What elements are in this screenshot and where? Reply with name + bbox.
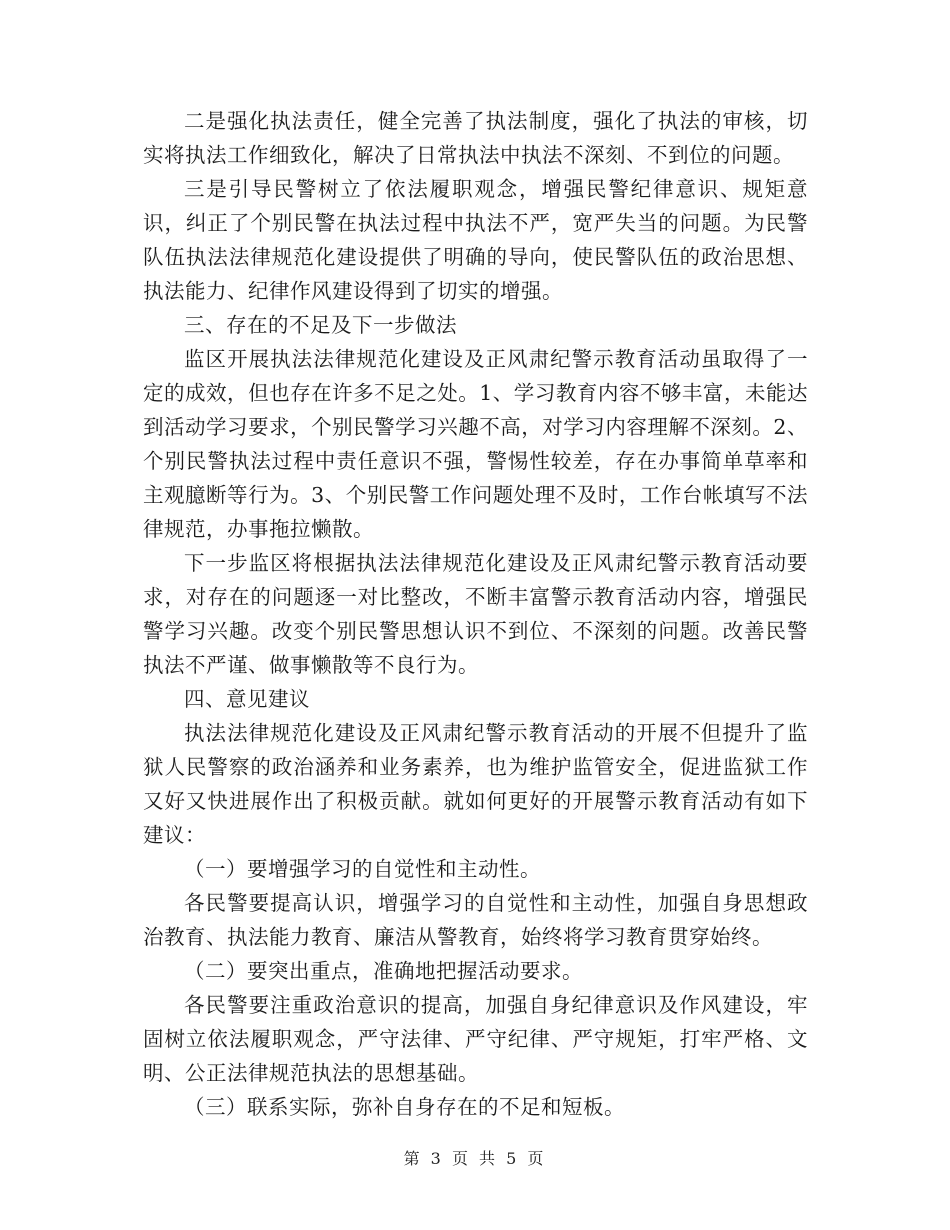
section-heading-shortcomings: 三、存在的不足及下一步做法 [184, 313, 457, 337]
paragraph-suggestions-intro: 执法法律规范化建设及正风肃纪警示教育活动的开展不但提升了监狱人民警察的政治涵养和业务素养，也为维护监管安全，促进监狱工作又好又快进展作出了积极贡献。就如何更好的开展警示教育活动有如下建议： [143, 721, 808, 847]
page-number-footer: 第 3 页 共 5 页 [403, 1149, 547, 1168]
section-heading-suggestions: 四、意见建议 [184, 687, 310, 711]
document-body [143, 104, 808, 1124]
paragraph-suggestion-1: 各民警要提高认识，增强学习的自觉性和主动性，加强自身思想政治教育、执法能力教育、廉洁从警教育，始终将学习教育贯穿始终。 [143, 891, 808, 949]
paragraph-enforcement-responsibility: 二是强化执法责任，健全完善了执法制度，强化了执法的审核，切实将执法工作细致化，解决了日常执法中执法不深刻、不到位的问题。 [143, 109, 808, 167]
subheading-suggestion-2: （二）要突出重点，准确地把握活动要求。 [184, 959, 583, 983]
paragraph-lawful-duty-concept: 三是引导民警树立了依法履职观念，增强民警纪律意识、规矩意识，纠正了个别民警在执法过程中执法不严，宽严失当的问题。为民警队伍执法法律规范化建设提供了明确的导向，使民警队伍的政治思想、执法能力、纪律作风建设得到了切实的增强。 [143, 177, 808, 303]
paragraph-shortcomings: 监区开展执法法律规范化建设及正风肃纪警示教育活动虽取得了一定的成效，但也存在许多不足之处。1、学习教育内容不够丰富，未能达到活动学习要求，个别民警学习兴趣不高，对学习内容理解不深刻。2、个别民警执法过程中责任意识不强，警惕性较差，存在办事简单草率和主观臆断等行为。3、个别民警工作问题处理不及时，工作台帐填写不法律规范，办事拖拉懒散。 [143, 347, 808, 541]
subheading-suggestion-3: （三）联系实际，弥补自身存在的不足和短板。 [184, 1095, 625, 1119]
paragraph-next-steps: 下一步监区将根据执法法律规范化建设及正风肃纪警示教育活动要求，对存在的问题逐一对比整改，不断丰富警示教育活动内容，增强民警学习兴趣。改变个别民警思想认识不到位、不深刻的问题。改善民警执法不严谨、做事懒散等不良行为。 [143, 551, 808, 677]
paragraph-suggestion-2: 各民警要注重政治意识的提高，加强自身纪律意识及作风建设，牢固树立依法履职观念，严守法律、严守纪律、严守规矩，打牢严格、文明、公正法律规范执法的思想基础。 [143, 993, 808, 1085]
subheading-suggestion-1: （一）要增强学习的自觉性和主动性。 [184, 857, 541, 881]
